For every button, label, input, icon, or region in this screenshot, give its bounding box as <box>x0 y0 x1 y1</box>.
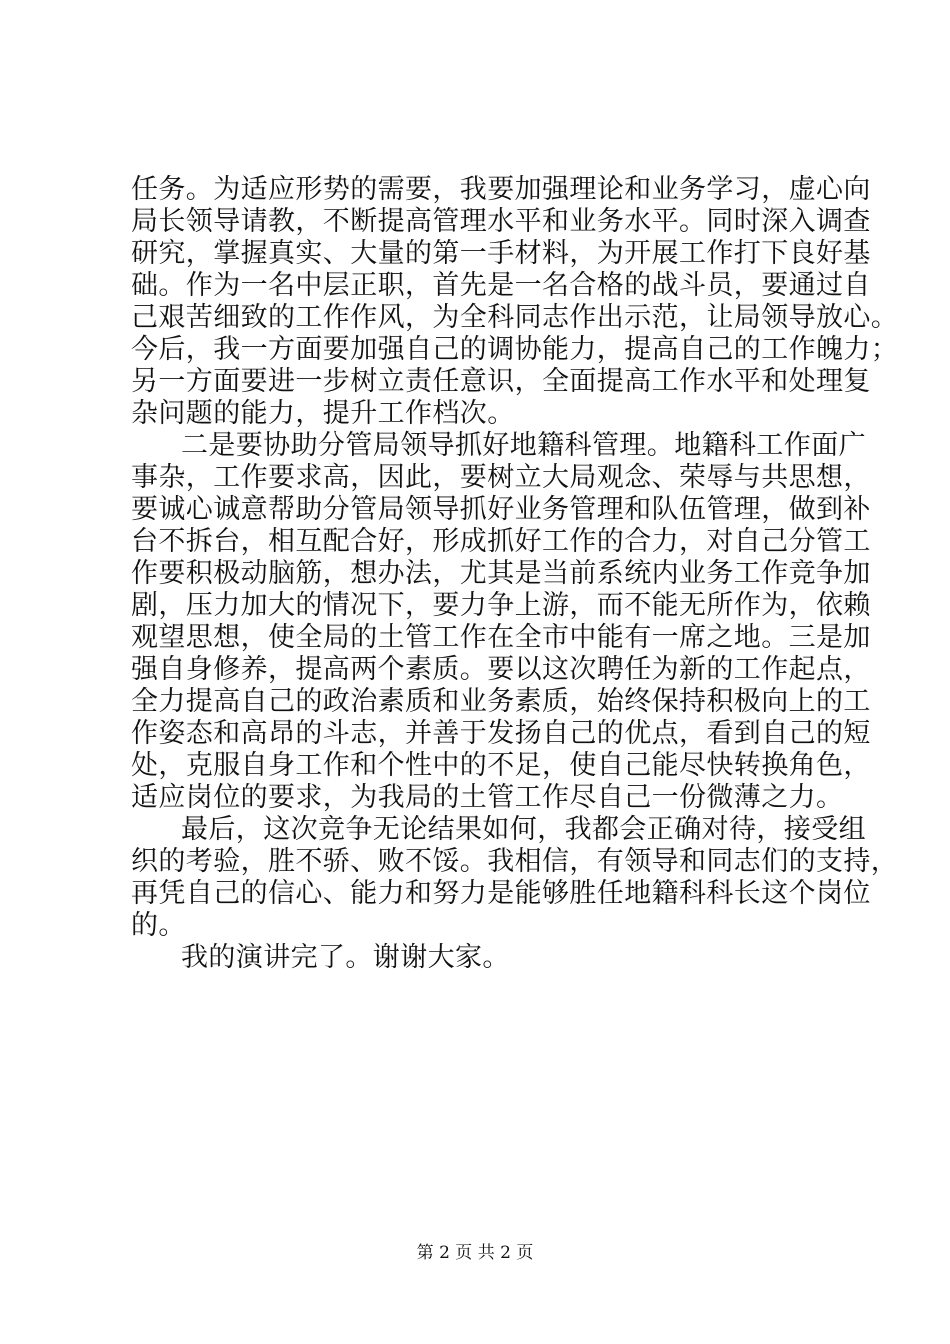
text-line: 事杂，工作要求高，因此，要树立大局观念、荣辱与共思想， <box>131 462 871 493</box>
text-line: 织的考验，胜不骄、败不馁。我相信，有领导和同志们的支持， <box>131 846 899 877</box>
text-line: 再凭自己的信心、能力和努力是能够胜任地籍科科长这个岗位 <box>131 878 871 909</box>
text-line: 强自身修养，提高两个素质。要以这次聘任为新的工作起点， <box>131 654 871 685</box>
text-line: 适应岗位的要求，为我局的土管工作尽自己一份微薄之力。 <box>131 782 844 813</box>
text-line: 己艰苦细致的工作作风，为全科同志作出示范，让局领导放心。 <box>131 302 899 333</box>
text-line: 二是要协助分管局领导抓好地籍科管理。地籍科工作面广 <box>181 430 866 461</box>
text-line: 要诚心诚意帮助分管局领导抓好业务管理和队伍管理，做到补 <box>131 494 871 525</box>
document-body <box>131 174 899 974</box>
text-line: 最后，这次竞争无论结果如何，我都会正确对待，接受组 <box>181 814 866 845</box>
text-line: 全力提高自己的政治素质和业务素质，始终保持积极向上的工 <box>131 686 871 717</box>
text-line: 作要积极动脑筋，想办法，尤其是当前系统内业务工作竞争加 <box>131 558 871 589</box>
text-line: 础。作为一名中层正职，首先是一名合格的战斗员，要通过自 <box>131 270 871 301</box>
text-line: 杂问题的能力，提升工作档次。 <box>131 398 515 429</box>
text-line: 观望思想，使全局的土管工作在全市中能有一席之地。三是加 <box>131 622 871 653</box>
text-line: 的。 <box>131 910 186 941</box>
text-line: 研究，掌握真实、大量的第一手材料，为开展工作打下良好基 <box>131 238 871 269</box>
page-footer: 第 2 页 共 2 页 <box>416 1243 534 1263</box>
text-line: 今后，我一方面要加强自己的调协能力，提高自己的工作魄力； <box>131 334 899 365</box>
text-line: 剧，压力加大的情况下，要力争上游，而不能无所作为，依赖 <box>131 590 871 621</box>
text-line: 局长领导请教，不断提高管理水平和业务水平。同时深入调查 <box>131 206 871 237</box>
text-line: 台不拆台，相互配合好，形成抓好工作的合力，对自己分管工 <box>131 526 871 557</box>
text-line: 处，克服自身工作和个性中的不足，使自己能尽快转换角色， <box>131 750 871 781</box>
text-line: 作姿态和高昂的斗志，并善于发扬自己的优点，看到自己的短 <box>131 718 871 749</box>
text-line: 任务。为适应形势的需要，我要加强理论和业务学习，虚心向 <box>131 174 871 205</box>
text-line: 我的演讲完了。谢谢大家。 <box>181 942 510 973</box>
text-line: 另一方面要进一步树立责任意识，全面提高工作水平和处理复 <box>131 366 871 397</box>
